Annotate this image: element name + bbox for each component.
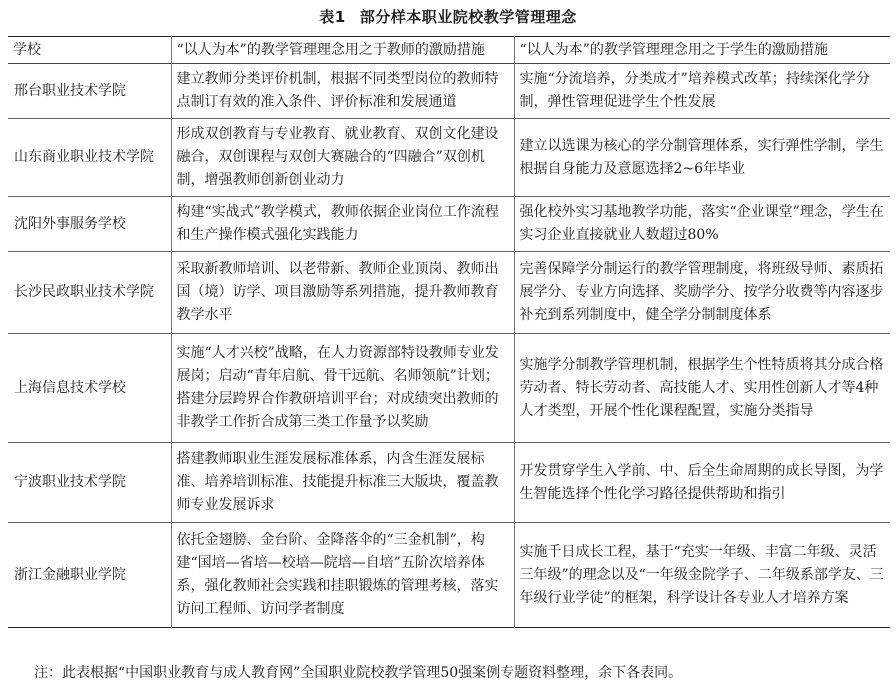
table-header-row xyxy=(8,37,890,64)
school-cell: 山东商业职业技术学院 xyxy=(8,119,171,197)
table-footnote: 注：此表根据“中国职业教育与成人教育网”全国职业院校教学管理50强案例专题资料整理，余下各表同。 xyxy=(34,665,683,681)
table-title: 部分样本职业院校教学管理理念 xyxy=(359,8,577,26)
teacher-measure-cell: 搭建教师职业生涯发展标准体系，内含生涯发展标准、培养培训标准、技能提升标准三大版块，覆盖教师专业发展诉求 xyxy=(171,443,514,523)
student-measure-cell: 完善保障学分制运行的教学管理制度，将班级导师、素质拓展学分、专业方向选择、奖励学分、按学分收费等内容逐步补充到系列制度中，健全学分制制度体系 xyxy=(514,252,890,334)
teacher-measure-cell: 构建“实战式”教学模式，教师依据企业岗位工作流程和生产操作模式强化实践能力 xyxy=(171,197,514,252)
management-philosophy-table xyxy=(8,36,890,628)
student-measure-cell: 实施“分流培养，分类成才”培养模式改革；持续深化学分制，弹性管理促进学生个性发展 xyxy=(514,64,890,119)
header-student-measures: “以人为本”的教学管理理念用之于学生的激励措施 xyxy=(514,37,890,64)
table-row xyxy=(8,252,890,334)
header-teacher-measures: “以人为本”的教学管理理念用之于教师的激励措施 xyxy=(171,37,514,64)
student-measure-cell: 实施千日成长工程，基于“充实一年级、丰富二年级、灵活三年级”的理念以及“一年级金院学子、二年级系部学友、三年级行业学徒”的框架，科学设计各专业人才培养方案 xyxy=(514,523,890,628)
table-row xyxy=(8,443,890,523)
teacher-measure-cell: 形成双创教育与专业教育、就业教育、双创文化建设融合，双创课程与双创大赛融合的“四融合”双创机制，增强教师创新创业动力 xyxy=(171,119,514,197)
teacher-measure-cell: 实施“人才兴校”战略，在人力资源部特设教师专业发展岗；启动“青年启航、骨干远航、名师领航”计划；搭建分层跨界合作教研培训平台；对成绩突出教师的非教学工作折合成第三类工作量予以奖励 xyxy=(171,334,514,443)
table-row xyxy=(8,119,890,197)
table-caption xyxy=(0,6,896,27)
student-measure-cell: 开发贯穿学生入学前、中、后全生命周期的成长导图，为学生智能选择个性化学习路径提供帮助和指引 xyxy=(514,443,890,523)
school-cell: 沈阳外事服务学校 xyxy=(8,197,171,252)
teacher-measure-cell: 采取新教师培训、以老带新、教师企业顶岗、教师出国（境）访学、项目激励等系列措施，提升教师教育教学水平 xyxy=(171,252,514,334)
table-number: 表1 xyxy=(319,8,346,26)
student-measure-cell: 建立以选课为核心的学分制管理体系，实行弹性学制，学生根据自身能力及意愿选择2~6年毕业 xyxy=(514,119,890,197)
table-row xyxy=(8,523,890,628)
table-row xyxy=(8,334,890,443)
school-cell: 长沙民政职业技术学院 xyxy=(8,252,171,334)
school-cell: 浙江金融职业学院 xyxy=(8,523,171,628)
header-school: 学校 xyxy=(8,37,171,64)
table-row xyxy=(8,64,890,119)
teacher-measure-cell: 依托金翅膀、金台阶、金降落伞的“三金机制”，构建“国培—省培—校培—院培—自培”五阶次培养体系，强化教师社会实践和挂职锻炼的管理考核，落实访问工程师、访问学者制度 xyxy=(171,523,514,628)
school-cell: 上海信息技术学校 xyxy=(8,334,171,443)
table-row xyxy=(8,197,890,252)
teacher-measure-cell: 建立教师分类评价机制，根据不同类型岗位的教师特点制订有效的准入条件、评价标准和发展通道 xyxy=(171,64,514,119)
school-cell: 宁波职业技术学院 xyxy=(8,443,171,523)
student-measure-cell: 强化校外实习基地教学功能，落实“企业课堂”理念，学生在实习企业直接就业人数超过80% xyxy=(514,197,890,252)
school-cell: 邢台职业技术学院 xyxy=(8,64,171,119)
student-measure-cell: 实施学分制教学管理机制，根据学生个性特质将其分成合格劳动者、特长劳动者、高技能人才、实用性创新人才等4种人才类型，开展个性化课程配置，实施分类指导 xyxy=(514,334,890,443)
